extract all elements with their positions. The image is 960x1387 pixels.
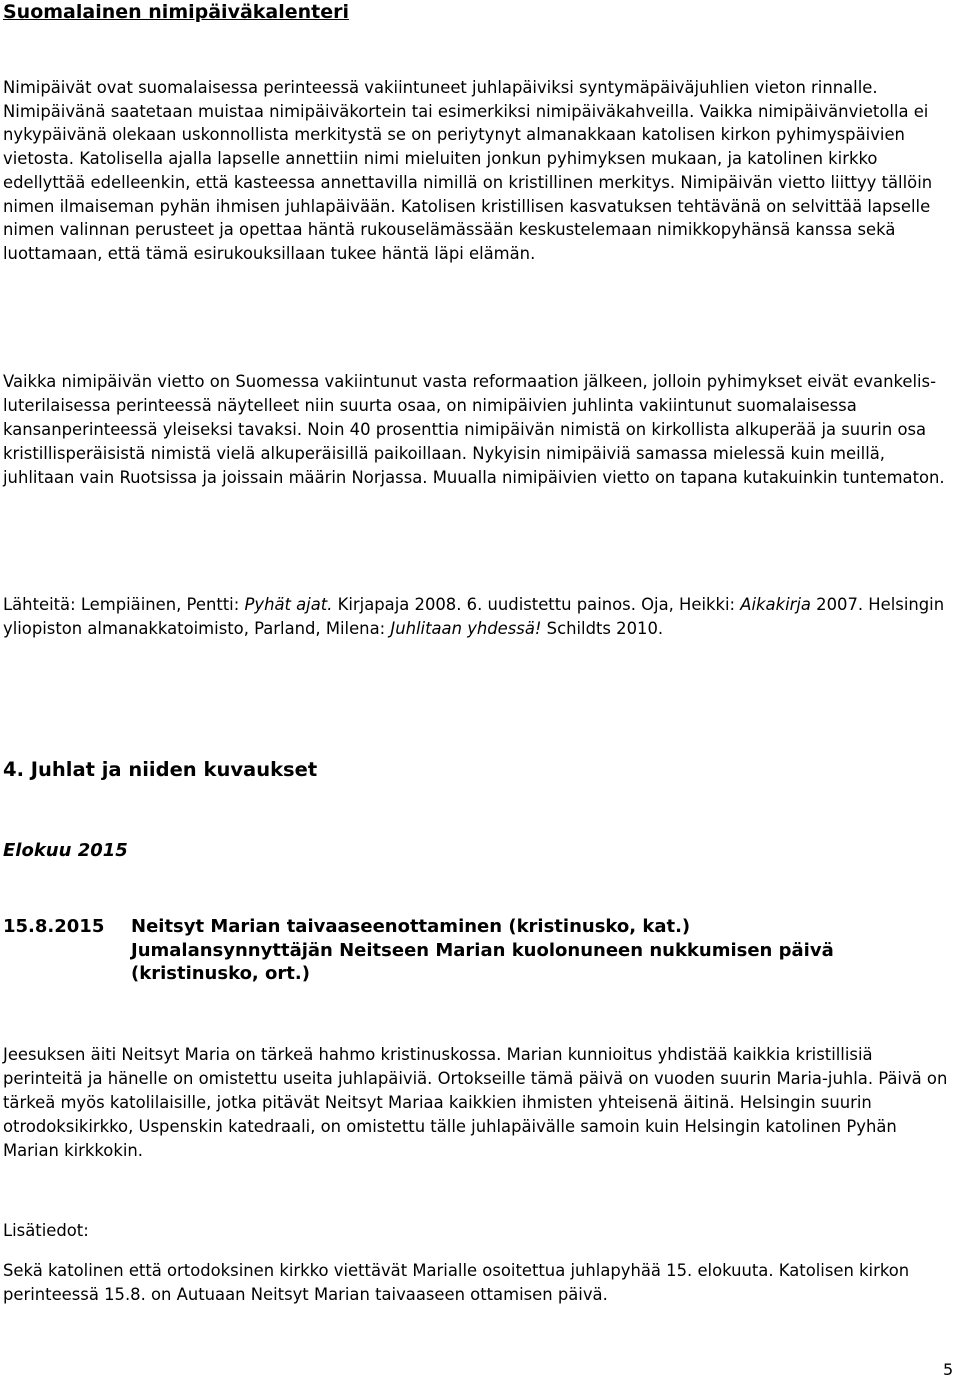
- event-date: 15.8.2015: [3, 916, 105, 937]
- event-name-orthodox-tag: (kristinusko, ort.): [131, 963, 310, 984]
- event-name-orthodox: Jumalansynnyttäjän Neitseen Marian kuolonuneen nukkumisen päivä: [131, 939, 834, 961]
- source-book-aikakirja: Aikakirja: [740, 595, 811, 614]
- page-number: 5: [943, 1360, 954, 1379]
- document-title: Suomalainen nimipäiväkalenteri: [3, 1, 350, 23]
- history-paragraph: Vaikka nimipäivän vietto on Suomessa vakiintunut vasta reformaation jälkeen, jolloin pyhimykset eivät evankelis-luterilaisessa perinteessä näytelleet niin suurta osaa, on nimipäivien juhlinta vakiintunut suomalaisessa kansanperinteessä yleiseksi tavaksi. Noin 40 prosenttia nimipäivän nimistä on kirkollista alkuperää ja suurin osa kristillisperäisistä nimistä vielä alkuperäisillä paikoillaan. Nykyisin nimipäiviä samassa mielessä kuin meillä, juhlitaan vain Ruotsissa ja joissain määrin Norjassa. Muualla nimipäivien vietto on tapana kutakuinkin tuntematon.: [3, 372, 945, 487]
- source-book-juhlitaan-yhdessa: Juhlitaan yhdessä!: [390, 619, 542, 638]
- sources-text-2: Kirjapaja 2008. 6. uudistettu painos. Oja, Heikki:: [332, 595, 741, 614]
- event-names: [131, 915, 951, 986]
- sources-text-3: 2007. Helsingin yliopiston almanakkatoimisto, Parland, Milena:: [3, 595, 945, 638]
- month-heading: Elokuu 2015: [3, 840, 128, 861]
- intro-paragraph: Nimipäivät ovat suomalaisessa perinteessä vakiintuneet juhlapäiviksi syntymäpäiväjuhlien vieton rinnalle. Nimipäivänä saatetaan muistaa nimipäiväkortein tai esimerkiksi nimipäiväkahveilla. Vaikka nimipäivänvietolla ei nykypäivänä olekaan uskonnollista merkitystä se on periytynyt almanakkaan katolisen kirkon pyhimyspäivien vietosta. Katolisella ajalla lapselle annettiin nimi mieluiten jonkun pyhimyksen mukaan, ja katolinen kirkko edellyttää edelleenkin, että kasteessa annettavilla nimillä on kristillinen merkitys. Nimipäivän vietto liittyy tällöin nimen ilmaiseman pyhän ihmisen juhlapäivään. Katolisen kristillisen kasvatuksen tehtävänä on selvittää lapselle nimen valinnan perusteet ja opettaa häntä rukouselämässään keskustelemaan nimikkopyhänsä kanssa sekä luottamaan, että tämä esirukouksillaan tukee häntä läpi elämän.: [3, 78, 933, 263]
- more-info-text: Sekä katolinen että ortodoksinen kirkko viettävät Marialle osoitettua juhlapyhää 15. elokuuta. Katolisen kirkon perinteessä 15.8. on Autuaan Neitsyt Marian taivaaseen ottamisen päivä.: [3, 1261, 910, 1304]
- sources-text-4: Schildts 2010.: [541, 619, 664, 638]
- source-book-pyhat-ajat: Pyhät ajat.: [244, 595, 333, 614]
- sources-text-1: Lähteitä: Lempiäinen, Pentti:: [3, 595, 245, 614]
- sources-paragraph: [3, 593, 953, 641]
- event-name-catholic: Neitsyt Marian taivaaseenottaminen (kristinusko, kat.): [131, 916, 691, 937]
- more-info-label: Lisätiedot:: [3, 1221, 89, 1240]
- section-heading: 4. Juhlat ja niiden kuvaukset: [3, 758, 318, 781]
- event-description: Jeesuksen äiti Neitsyt Maria on tärkeä hahmo kristinuskossa. Marian kunnioitus yhdistää kaikkia kristillisiä perinteitä ja hänelle on omistettu useita juhlapäiviä. Ortokseille tämä päivä on vuoden suurin Maria-juhla. Päivä on tärkeä myös katolilaisille, jotka pitävät Neitsyt Mariaa kaikkien ihmisten yhteisenä äitinä. Helsingin suurin otrodoksikirkko, Uspenskin katedraali, on omistettu tälle juhlapäivälle samoin kuin Helsingin katolinen Pyhän Marian kirkkokin.: [3, 1045, 948, 1160]
